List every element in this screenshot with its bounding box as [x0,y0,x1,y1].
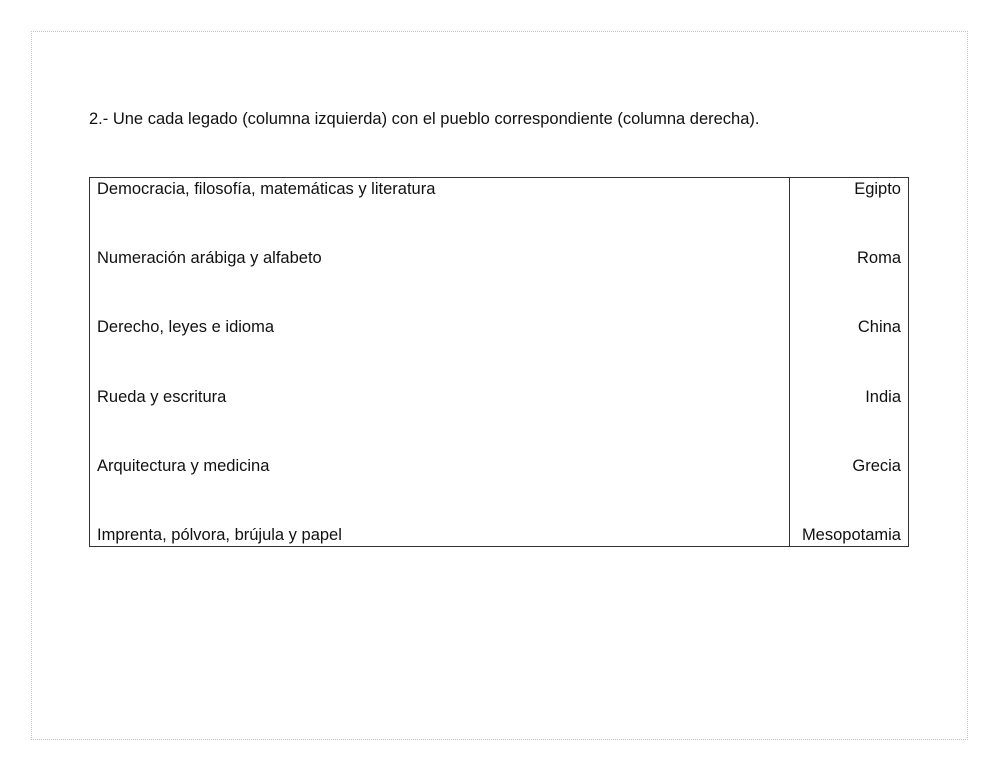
table-row [90,524,908,548]
legacy-cell[interactable]: Derecho, leyes e idioma [97,318,275,336]
legacy-cell[interactable]: Arquitectura y medicina [97,457,270,475]
column-divider [789,178,790,546]
table-row [90,247,908,271]
legacy-cell[interactable]: Imprenta, pólvora, brújula y papel [97,526,342,544]
people-cell[interactable]: China [857,318,901,336]
matching-table [89,177,909,547]
table-row [90,386,908,410]
legacy-cell[interactable]: Numeración arábiga y alfabeto [97,249,322,267]
legacy-cell[interactable]: Democracia, filosofía, matemáticas y literatura [97,180,436,198]
people-cell[interactable]: Roma [856,249,901,267]
people-cell[interactable]: Grecia [852,457,901,475]
table-row [90,316,908,340]
legacy-cell[interactable]: Rueda y escritura [97,388,227,406]
people-cell[interactable]: India [865,388,901,406]
instruction-text: 2.- Une cada legado (columna izquierda) con el pueblo correspondiente (columna derecha). [89,110,760,128]
table-row [90,178,908,202]
people-cell[interactable]: Mesopotamia [801,526,901,544]
people-cell[interactable]: Egipto [854,180,901,198]
table-row [90,455,908,479]
